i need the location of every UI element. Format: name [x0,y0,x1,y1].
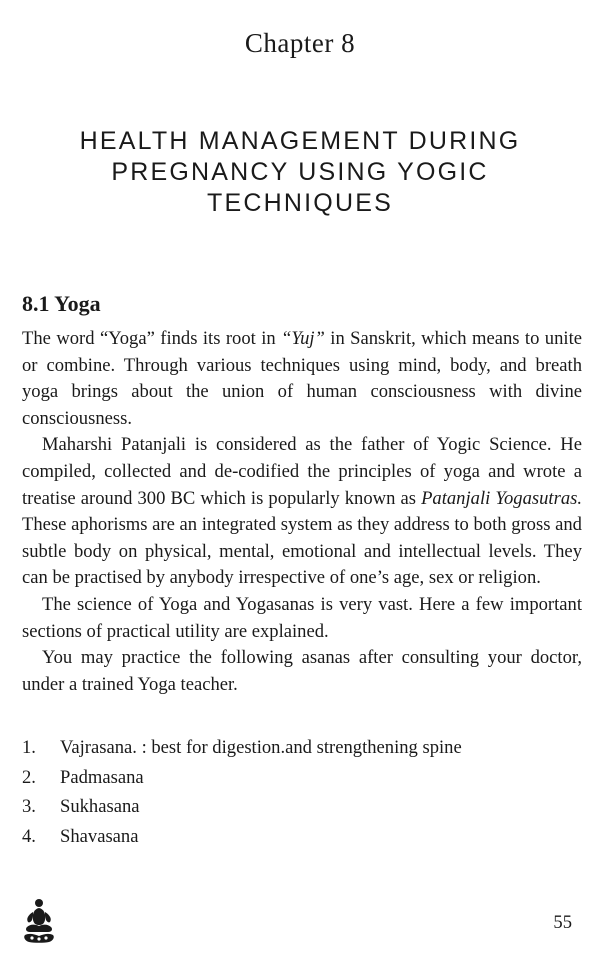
list-item-text: Shavasana [60,825,139,847]
list-item-number: 4. [22,825,36,847]
list-item-number: 1. [22,737,36,758]
list-item-text: Padmasana [60,766,144,788]
paragraph-text: You may practice the following asanas after consulting your doctor, under a trained Yoga teacher. [22,647,582,695]
paragraph-italic-text: Patanjali Yogasutras. [421,487,583,509]
chapter-title-line: TECHNIQUES [207,189,393,217]
chapter-title [0,126,600,219]
asana-list [22,735,582,853]
list-item [22,794,582,824]
section-heading: 8.1 Yoga [22,291,101,316]
chapter-label: Chapter 8 [244,28,356,58]
paragraph-text: These aphorisms are an integrated system as they address to both gross and subtle body on physical, mental, emotional and intellectual levels. They can be practised by anybody irrespective of one’s age, sex or religion. [22,514,582,589]
list-item-number: 2. [22,766,36,788]
paragraph [22,645,582,698]
list-item [22,735,582,765]
paragraph [22,326,582,432]
list-item [22,765,582,795]
list-item-text: Vajrasana. : best for digestion.and strengthening spine [60,737,462,758]
paragraph-text: in Sanskrit, which means to unite or combine. Through various techniques using mind, body, and breath yoga brings about the union of human consciousness with divine consciousness. [22,328,582,429]
section-body [22,326,582,698]
list-item-number: 3. [22,796,36,817]
paragraph-text: The word “Yoga” finds its root in [22,328,282,349]
paragraph-text: The science of Yoga and Yogasanas is very vast. Here a few important sections of practical utility are explained. [22,593,582,642]
chapter-title-line: PREGNANCY USING YOGIC [111,158,489,186]
page-number: 55 [553,912,572,933]
paragraph [22,432,582,592]
paragraph-italic-text: “Yuj” [281,328,325,349]
paragraph [22,592,582,645]
list-item [22,824,582,854]
chapter-title-line: HEALTH MANAGEMENT DURING [79,127,521,155]
paragraph-text: Maharshi Patanjali is considered as the father of Yogic Science. He compiled, collected and de-codified the principles of yoga and wrote a treatise around 300 BC which is popularly known as [22,434,582,509]
list-item-text: Sukhasana [60,796,140,817]
meditating-figure-icon [22,897,56,947]
